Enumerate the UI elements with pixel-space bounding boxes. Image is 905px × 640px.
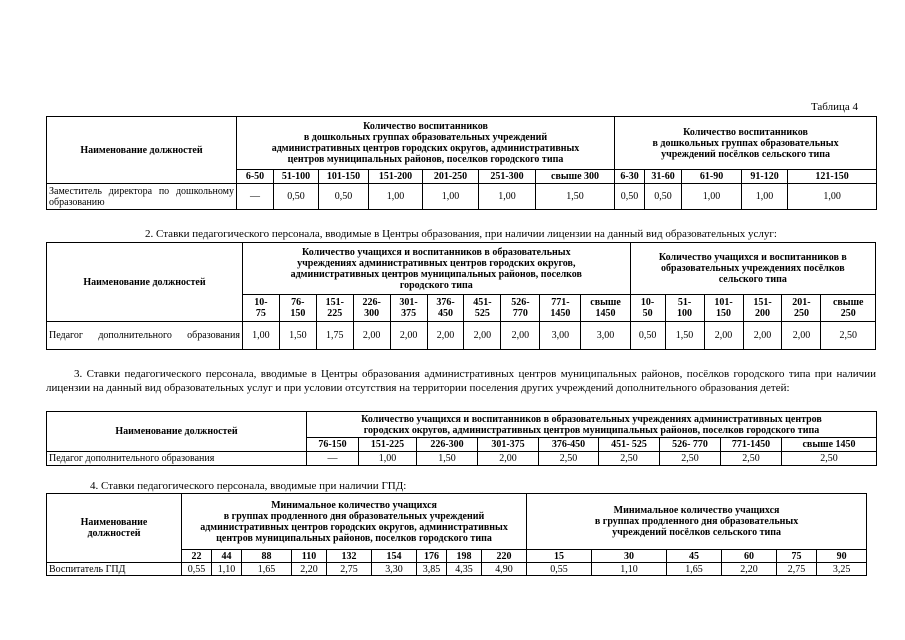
value-cell: 0,50 — [319, 184, 369, 210]
count-header: 132 — [327, 550, 372, 563]
range-header: свыше 1450 — [581, 295, 630, 322]
value-cell: 2,75 — [327, 563, 372, 576]
value-cell: 2,00 — [501, 322, 540, 350]
range-header: 451- 525 — [464, 295, 501, 322]
value-cell: 1,00 — [423, 184, 479, 210]
value-cell: 2,00 — [427, 322, 464, 350]
value-cell: 1,00 — [242, 322, 279, 350]
value-cell: 1,00 — [682, 184, 742, 210]
count-header: 30 — [592, 550, 667, 563]
group-header-rural: Минимальное количество учащихся в группах продленного дня образовательных учреждений посёлков сельского типа — [527, 494, 867, 550]
value-cell: 1,10 — [592, 563, 667, 576]
value-cell: 1,00 — [369, 184, 423, 210]
table-row — [47, 563, 867, 576]
value-cell: 0,50 — [615, 184, 645, 210]
range-header: 526- 770 — [501, 295, 540, 322]
count-header: 60 — [722, 550, 777, 563]
value-cell: 2,50 — [821, 322, 876, 350]
value-cell: 2,50 — [539, 452, 599, 466]
value-cell: 1,50 — [417, 452, 478, 466]
range-header: 226- 300 — [353, 295, 390, 322]
group-header: Количество учащихся и воспитанников в образовательных учреждениях административных центров городских округов, административных центров муниципальных районов, поселков городского типа — [307, 412, 877, 438]
range-header: 61-90 — [682, 170, 742, 184]
value-cell: 2,20 — [722, 563, 777, 576]
range-header: 226-300 — [417, 438, 478, 452]
group-header-rural: Количество учащихся и воспитанников в образовательных учреждениях посёлков сельского типа — [630, 243, 875, 295]
range-header: 376-450 — [539, 438, 599, 452]
range-header: 151-200 — [369, 170, 423, 184]
range-header: 76- 150 — [279, 295, 316, 322]
range-header: 121-150 — [788, 170, 877, 184]
range-header: 251-300 — [479, 170, 536, 184]
value-cell: 1,00 — [359, 452, 417, 466]
range-header: 526- 770 — [660, 438, 721, 452]
value-cell: 3,85 — [417, 563, 447, 576]
value-cell: 3,00 — [581, 322, 630, 350]
value-cell: 0,55 — [182, 563, 212, 576]
value-cell: — — [237, 184, 274, 210]
name-column-header: Наименование должностей — [47, 243, 243, 322]
count-header: 198 — [447, 550, 482, 563]
count-header: 22 — [182, 550, 212, 563]
range-header: 6-30 — [615, 170, 645, 184]
range-header: 101-150 — [319, 170, 369, 184]
group-header-urban: Минимальное количество учащихся в группах продленного дня образовательных учреждений административных центров городских округов, административных центров муниципальных районов, поселков городского типа — [182, 494, 527, 550]
paragraph-2: 2. Ставки педагогического персонала, вводимые в Центры образования, при наличии лицензии на данный вид образовательных услуг: — [145, 228, 777, 240]
position-cell: Заместитель директора по дошкольному образованию — [47, 184, 237, 210]
table-1-preschool-deputy — [46, 116, 877, 210]
count-header: 88 — [242, 550, 292, 563]
count-header: 15 — [527, 550, 592, 563]
value-cell: 0,50 — [645, 184, 682, 210]
range-header: 91-120 — [742, 170, 788, 184]
value-cell: 2,00 — [353, 322, 390, 350]
value-cell: 1,00 — [788, 184, 877, 210]
range-header: 376- 450 — [427, 295, 464, 322]
range-header: свыше 300 — [536, 170, 615, 184]
value-cell: — — [307, 452, 359, 466]
count-header: 110 — [292, 550, 327, 563]
value-cell: 1,65 — [667, 563, 722, 576]
value-cell: 1,50 — [536, 184, 615, 210]
group-header-rural: Количество воспитанников в дошкольных группах образовательных учреждений посёлков сельского типа — [615, 117, 877, 170]
count-header: 176 — [417, 550, 447, 563]
value-cell: 1,10 — [212, 563, 242, 576]
value-cell: 0,55 — [527, 563, 592, 576]
range-header: свыше 250 — [821, 295, 876, 322]
range-header: 76-150 — [307, 438, 359, 452]
value-cell: 2,00 — [743, 322, 782, 350]
range-header: 301- 375 — [390, 295, 427, 322]
count-header: 220 — [482, 550, 527, 563]
range-header: 151- 225 — [316, 295, 353, 322]
range-header: 771-1450 — [721, 438, 782, 452]
table-row — [47, 452, 877, 466]
paragraph-4: 4. Ставки педагогического персонала, вводимые при наличии ГПД: — [90, 480, 407, 492]
value-cell: 3,30 — [372, 563, 417, 576]
table-caption: Таблица 4 — [810, 101, 858, 113]
value-cell: 2,20 — [292, 563, 327, 576]
value-cell: 2,50 — [782, 452, 877, 466]
value-cell: 3,00 — [540, 322, 581, 350]
range-header: 51-100 — [274, 170, 319, 184]
value-cell: 2,00 — [390, 322, 427, 350]
group-header-urban: Количество воспитанников в дошкольных группах образовательных учреждений административных центров городских округов, административных центров муниципальных районов, поселков городского типа — [237, 117, 615, 170]
position-cell: Педагог дополнительного образования — [47, 452, 307, 466]
range-header: 6-50 — [237, 170, 274, 184]
table-row — [47, 184, 877, 210]
value-cell: 4,90 — [482, 563, 527, 576]
table-row — [47, 322, 876, 350]
range-header: 51- 100 — [665, 295, 704, 322]
value-cell: 0,50 — [630, 322, 665, 350]
range-header: 10- 75 — [242, 295, 279, 322]
group-header-urban: Количество учащихся и воспитанников в образовательных учреждениях административных центров городских округов, административных центров муниципальных районов, поселков городского типа — [242, 243, 630, 295]
count-header: 45 — [667, 550, 722, 563]
range-header: 31-60 — [645, 170, 682, 184]
name-column-header: Наименование должностей — [47, 412, 307, 452]
paragraph-3: 3. Ставки педагогического персонала, вводимые в Центры образования административных центров муниципальных районов, посёлков городского типа при наличии лицензии на данный вид образовательных услуг и при условии отсутствия на территории поселения других учреждений дополнительного образования детей: — [46, 368, 876, 394]
name-column-header: Наименование должностей — [47, 494, 182, 563]
position-cell: Воспитатель ГПД — [47, 563, 182, 576]
range-header: 151-225 — [359, 438, 417, 452]
value-cell: 2,50 — [660, 452, 721, 466]
value-cell: 2,00 — [478, 452, 539, 466]
value-cell: 1,50 — [665, 322, 704, 350]
count-header: 75 — [777, 550, 817, 563]
value-cell: 2,00 — [464, 322, 501, 350]
value-cell: 3,25 — [817, 563, 867, 576]
range-header: 151- 200 — [743, 295, 782, 322]
value-cell: 1,00 — [742, 184, 788, 210]
range-header: 10- 50 — [630, 295, 665, 322]
value-cell: 4,35 — [447, 563, 482, 576]
range-header: 201-250 — [423, 170, 479, 184]
range-header: 451- 525 — [599, 438, 660, 452]
position-cell: Педагог дополнительного образования — [47, 322, 243, 350]
table-3-additional-education — [46, 411, 877, 466]
range-header: 771- 1450 — [540, 295, 581, 322]
value-cell: 2,75 — [777, 563, 817, 576]
value-cell: 1,65 — [242, 563, 292, 576]
value-cell: 1,50 — [279, 322, 316, 350]
value-cell: 1,00 — [479, 184, 536, 210]
count-header: 90 — [817, 550, 867, 563]
table-4-extended-day-groups — [46, 493, 867, 576]
value-cell: 2,50 — [599, 452, 660, 466]
range-header: 201- 250 — [782, 295, 821, 322]
value-cell: 1,75 — [316, 322, 353, 350]
name-column-header: Наименование должностей — [47, 117, 237, 184]
count-header: 44 — [212, 550, 242, 563]
value-cell: 2,00 — [704, 322, 743, 350]
value-cell: 0,50 — [274, 184, 319, 210]
range-header: свыше 1450 — [782, 438, 877, 452]
count-header: 154 — [372, 550, 417, 563]
table-2-education-centers — [46, 242, 876, 350]
range-header: 301-375 — [478, 438, 539, 452]
value-cell: 2,00 — [782, 322, 821, 350]
range-header: 101- 150 — [704, 295, 743, 322]
value-cell: 2,50 — [721, 452, 782, 466]
